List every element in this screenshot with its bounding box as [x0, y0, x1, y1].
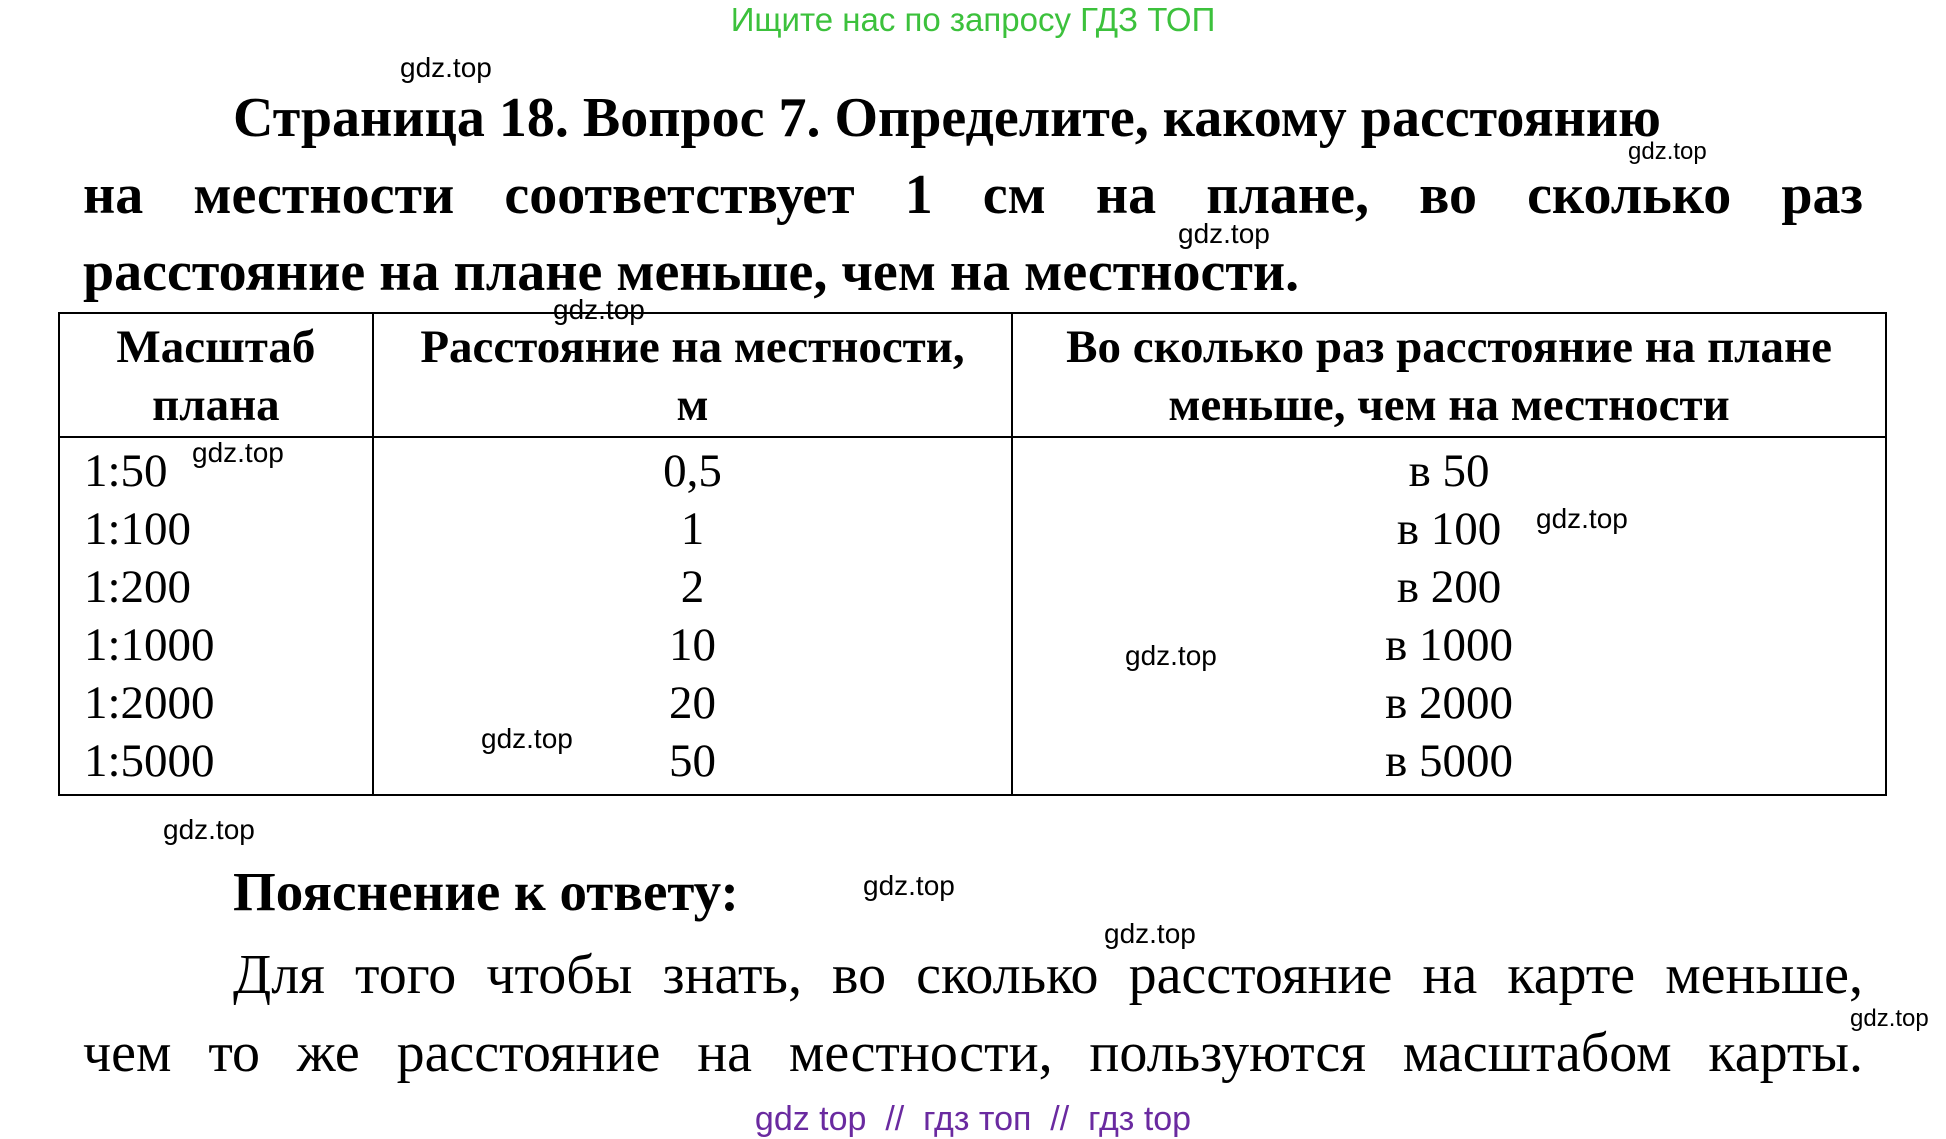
watermark: gdz.top — [553, 294, 645, 325]
watermark: gdz.top — [481, 723, 573, 754]
cell-distance: 50 — [373, 732, 1012, 795]
explanation-line-1: Для того чтобы знать, во сколько расстояние на карте меньше, — [233, 944, 1863, 1006]
cell-distance: 0,5 — [373, 437, 1012, 500]
heading-line-2 — [83, 157, 1863, 234]
cell-ratio: в 1000 — [1012, 616, 1886, 674]
table-row — [59, 732, 1886, 795]
header-scale: Масштаб плана — [59, 313, 373, 437]
table-row — [59, 558, 1886, 616]
watermark: gdz.top — [1536, 503, 1628, 534]
table-header-row — [59, 313, 1886, 437]
top-banner: Ищите нас по запросу ГДЗ ТОП — [730, 1, 1216, 38]
question-text-middle: на местности соответствует 1 см на плане, во сколько раз — [83, 164, 1863, 226]
cell-ratio: в 2000 — [1012, 674, 1886, 732]
question-text-end: расстояние на плане меньше, чем на местности. — [83, 241, 1300, 303]
heading-line-1 — [83, 80, 1863, 157]
cell-scale: 1:2000 — [59, 674, 373, 732]
cell-distance: 20 — [373, 674, 1012, 732]
explanation-title: Пояснение к ответу: — [233, 861, 739, 922]
cell-scale: 1:50 — [59, 437, 373, 500]
watermark: gdz.top — [1104, 918, 1196, 949]
bottom-banner: gdz top // гдз топ // гдз top — [754, 1100, 1192, 1138]
explanation-line-2: чем то же расстояние на местности, пользуются масштабом карты. — [83, 1022, 1863, 1084]
watermark: gdz.top — [1850, 1005, 1929, 1032]
cell-scale: 1:5000 — [59, 732, 373, 795]
watermark: gdz.top — [163, 814, 255, 845]
watermark: gdz.top — [1628, 138, 1707, 165]
watermark: gdz.top — [192, 437, 284, 468]
watermark: gdz.top — [1178, 218, 1270, 249]
watermark: gdz.top — [400, 52, 492, 83]
cell-distance: 2 — [373, 558, 1012, 616]
table-row — [59, 616, 1886, 674]
cell-scale: 1:100 — [59, 500, 373, 558]
header-ratio: Во сколько раз расстояние на плане меньше, чем на местности — [1012, 313, 1886, 437]
cell-distance: 1 — [373, 500, 1012, 558]
table-row — [59, 437, 1886, 500]
page-question-label: Страница 18. Вопрос 7. — [233, 87, 821, 149]
cell-distance: 10 — [373, 616, 1012, 674]
watermark: gdz.top — [1125, 640, 1217, 671]
cell-scale: 1:200 — [59, 558, 373, 616]
watermark: gdz.top — [863, 870, 955, 901]
cell-ratio: в 200 — [1012, 558, 1886, 616]
cell-ratio: в 5000 — [1012, 732, 1886, 795]
cell-ratio: в 100 — [1012, 500, 1886, 558]
table-row — [59, 674, 1886, 732]
header-distance: Расстояние на местности, м — [373, 313, 1012, 437]
cell-scale: 1:1000 — [59, 616, 373, 674]
scales-table — [58, 312, 1887, 796]
question-text-start: Определите, какому расстоянию — [834, 87, 1661, 149]
question-heading — [83, 80, 1863, 311]
cell-ratio: в 50 — [1012, 437, 1886, 500]
